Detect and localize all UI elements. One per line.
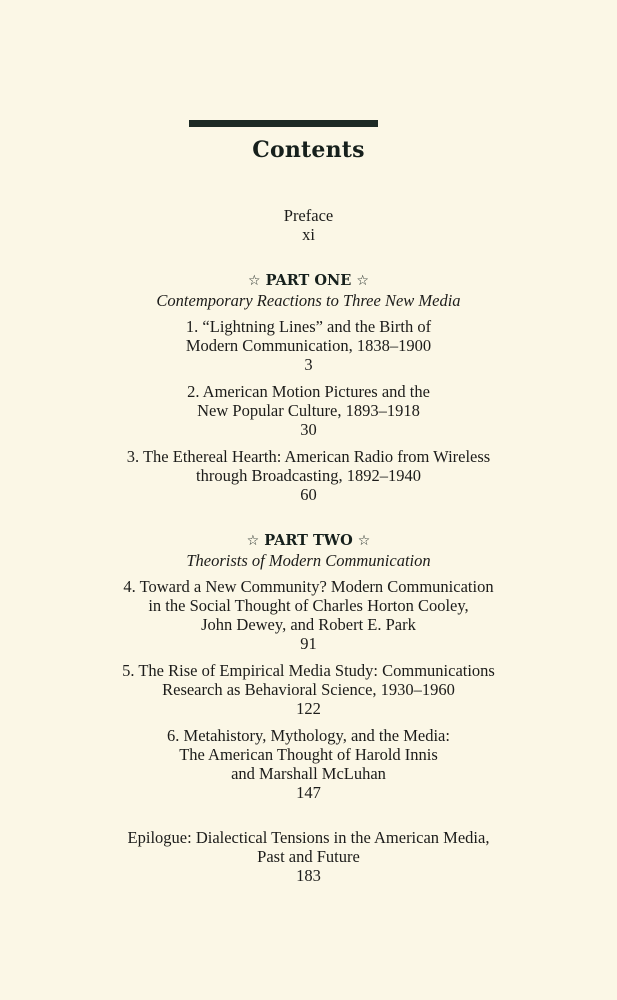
toc-entry-chapter-5 <box>0 661 617 718</box>
entry-line: Past and Future <box>257 847 360 866</box>
entry-title: Preface <box>283 206 334 225</box>
entry-line: and Marshall McLuhan <box>231 764 386 783</box>
entry-line: Research as Behavioral Science, 1930–1960 <box>162 680 455 699</box>
toc-entry-epilogue <box>0 828 617 885</box>
entry-page-number: 3 <box>304 355 313 374</box>
toc-entry-chapter-3 <box>0 447 617 504</box>
entry-line: Epilogue: Dialectical Tensions in the American Media, <box>127 828 490 847</box>
entry-page-number: 60 <box>300 485 317 504</box>
page-title: Contents <box>252 137 365 163</box>
entry-line: 5. The Rise of Empirical Media Study: Communications <box>122 661 495 680</box>
star-icon: ☆ <box>246 533 260 549</box>
part-one-heading <box>0 271 617 310</box>
toc-entry-chapter-4 <box>0 577 617 653</box>
part-label: PART ONE <box>265 272 352 289</box>
entry-page-number: 91 <box>300 634 317 653</box>
entry-page-number: 147 <box>296 783 321 802</box>
part-subtitle: Contemporary Reactions to Three New Media <box>156 291 461 310</box>
toc-entry-preface <box>0 206 617 244</box>
entry-line: 4. Toward a New Community? Modern Communication <box>123 577 494 596</box>
part-two-heading <box>0 531 617 570</box>
entry-line: The American Thought of Harold Innis <box>179 745 438 764</box>
toc-entry-chapter-6 <box>0 726 617 802</box>
star-icon: ☆ <box>357 533 371 549</box>
toc-entry-chapter-2 <box>0 382 617 439</box>
entry-line: New Popular Culture, 1893–1918 <box>197 401 420 420</box>
entry-line: 6. Metahistory, Mythology, and the Media: <box>167 726 450 745</box>
part-label: PART TWO <box>264 532 353 549</box>
entry-line: John Dewey, and Robert E. Park <box>201 615 416 634</box>
entry-line: Modern Communication, 1838–1900 <box>185 336 432 355</box>
entry-page-number: 183 <box>296 866 321 885</box>
entry-line: 1. “Lightning Lines” and the Birth of <box>185 317 432 336</box>
entry-line: in the Social Thought of Charles Horton Cooley, <box>148 596 469 615</box>
part-subtitle: Theorists of Modern Communication <box>186 551 431 570</box>
star-icon: ☆ <box>356 273 369 289</box>
star-icon: ☆ <box>248 273 261 289</box>
entry-line: 2. American Motion Pictures and the <box>187 382 430 401</box>
entry-page-number: xi <box>302 225 315 244</box>
entry-line: 3. The Ethereal Hearth: American Radio from Wireless <box>126 447 491 466</box>
toc-entry-chapter-1 <box>0 317 617 374</box>
heading-rule <box>189 120 378 127</box>
entry-line: through Broadcasting, 1892–1940 <box>195 466 421 485</box>
entry-page-number: 122 <box>296 699 321 718</box>
entry-page-number: 30 <box>300 420 317 439</box>
